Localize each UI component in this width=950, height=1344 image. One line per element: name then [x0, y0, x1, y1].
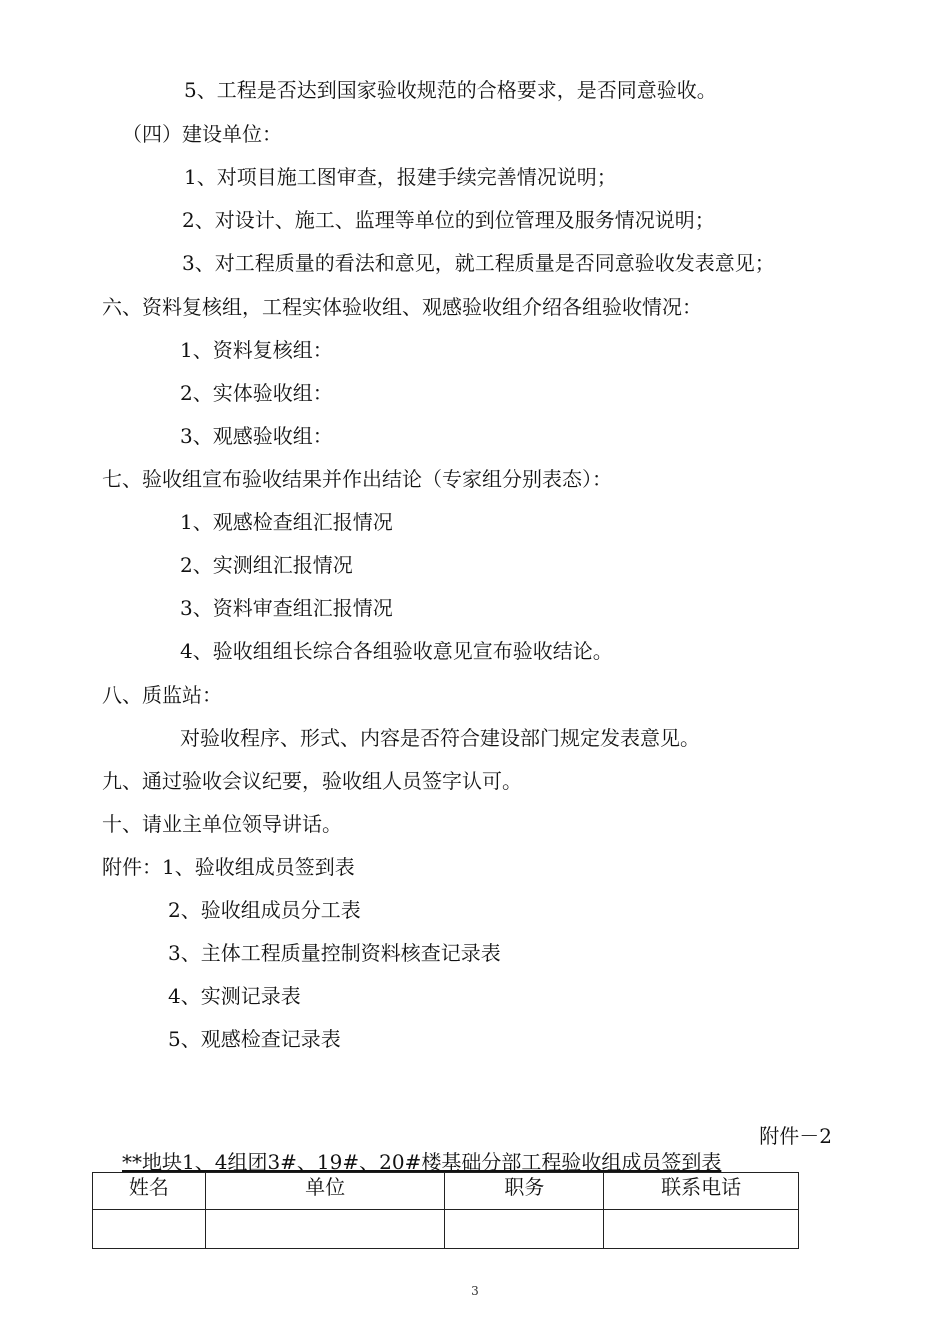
header-position: 职务 [445, 1173, 604, 1210]
table-title: **地块1、4组团3#、19#、20#楼基础分部工程验收组成员签到表 [122, 1150, 722, 1174]
header-unit: 单位 [205, 1173, 445, 1210]
text-line: 1、资料复核组： [180, 338, 333, 362]
text-line: 5、工程是否达到国家验收规范的合格要求，是否同意验收。 [184, 78, 717, 102]
table-row [93, 1210, 799, 1249]
text-line: 4、实测记录表 [168, 984, 301, 1008]
text-line: 八、质监站： [102, 683, 222, 707]
text-line: 2、实测组汇报情况 [180, 553, 353, 577]
table-cell[interactable] [93, 1210, 206, 1249]
text-line: 六、资料复核组，工程实体验收组、观感验收组介绍各组验收情况： [102, 295, 702, 319]
text-line: 3、对工程质量的看法和意见，就工程质量是否同意验收发表意见； [182, 251, 775, 275]
text-line: 1、观感检查组汇报情况 [180, 510, 393, 534]
text-line: 2、对设计、施工、监理等单位的到位管理及服务情况说明； [182, 208, 715, 232]
text-line: 3、观感验收组： [180, 424, 333, 448]
table-header-row [93, 1173, 799, 1210]
text-line: 附件：1、验收组成员签到表 [102, 855, 355, 879]
table-cell[interactable] [445, 1210, 604, 1249]
text-line: 3、资料审查组汇报情况 [180, 596, 393, 620]
text-line: 4、验收组组长综合各组验收意见宣布验收结论。 [180, 639, 613, 663]
sign-in-table [92, 1172, 799, 1249]
page-number: 3 [471, 1284, 479, 1298]
table-cell[interactable] [205, 1210, 445, 1249]
text-line: 2、验收组成员分工表 [168, 898, 361, 922]
header-name: 姓名 [93, 1173, 206, 1210]
table-cell[interactable] [604, 1210, 799, 1249]
text-line: 七、验收组宣布验收结果并作出结论（专家组分别表态）： [102, 467, 612, 491]
text-line: 十、请业主单位领导讲话。 [102, 812, 342, 836]
text-line: 2、实体验收组： [180, 381, 333, 405]
text-line: 对验收程序、形式、内容是否符合建设部门规定发表意见。 [180, 726, 700, 750]
text-line: （四）建设单位： [122, 122, 282, 146]
text-line: 1、对项目施工图审查，报建手续完善情况说明； [184, 165, 617, 189]
text-line: 九、通过验收会议纪要，验收组人员签字认可。 [102, 769, 522, 793]
annex-label: 附件－2 [759, 1124, 832, 1148]
header-phone: 联系电话 [604, 1173, 799, 1210]
text-line: 3、主体工程质量控制资料核查记录表 [168, 941, 501, 965]
text-line: 5、观感检查记录表 [168, 1027, 341, 1051]
